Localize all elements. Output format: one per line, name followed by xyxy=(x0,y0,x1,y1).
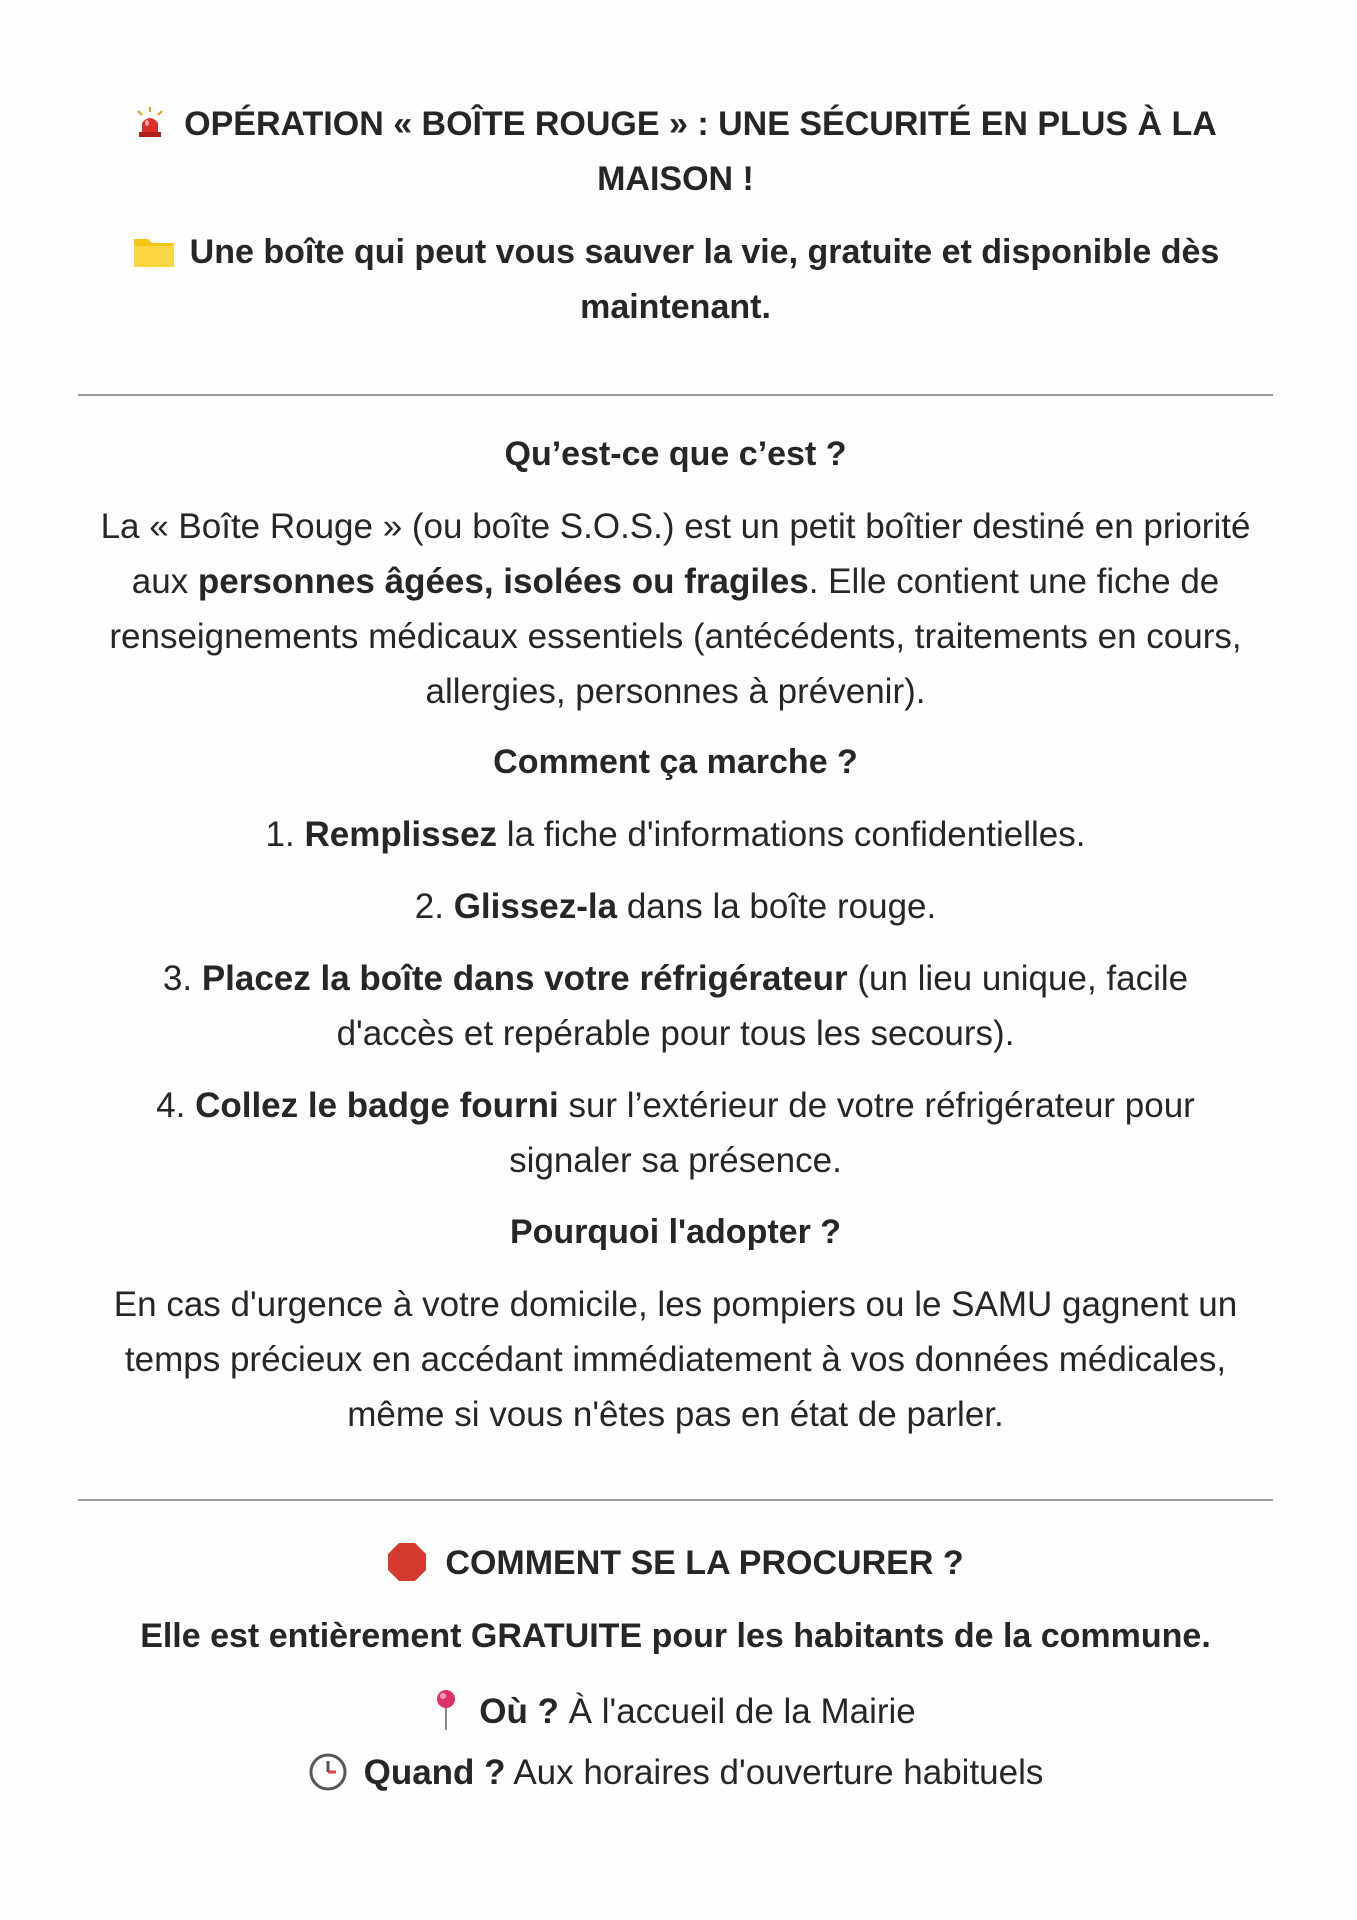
divider xyxy=(78,1499,1273,1501)
procure-heading-text: COMMENT SE LA PROCURER ? xyxy=(445,1544,964,1582)
what-paragraph xyxy=(78,499,1273,719)
step-number: 4. xyxy=(156,1086,196,1125)
pushpin-icon xyxy=(435,1689,457,1731)
title-text: OPÉRATION « BOÎTE ROUGE » : UNE SÉCURITÉ EN PLUS À LA MAISON ! xyxy=(184,105,1217,198)
step-item xyxy=(78,879,1273,934)
how-heading: Comment ça marche ? xyxy=(493,743,858,781)
what-text-before: La « Boîte Rouge » (ou boîte S.O.S.) est un petit boîtier destiné en priorité aux xyxy=(100,507,1251,601)
why-heading: Pourquoi l'adopter ? xyxy=(509,1213,842,1251)
why-paragraph: En cas d'urgence à votre domicile, les pompiers ou le SAMU gagnent un temps précieux en accédant immédiatement à vos données médicales, même si vous n'êtes pas en état de parler. xyxy=(113,1285,1238,1434)
folder-icon xyxy=(132,233,176,269)
where-label: Où ? xyxy=(479,1692,559,1731)
step-number: 2. xyxy=(414,887,454,926)
clock-icon xyxy=(308,1752,348,1792)
step-text: dans la boîte rouge. xyxy=(617,887,937,926)
when-line xyxy=(78,1745,1273,1800)
step-number: 1. xyxy=(265,815,305,854)
page-title xyxy=(78,97,1273,207)
step-text: (un lieu unique, facile d'accès et repérable pour tous les secours). xyxy=(336,959,1189,1053)
step-number: 3. xyxy=(162,959,202,998)
what-text-after: . Elle contient une fiche de renseignements médicaux essentiels (antécédents, traitements en cours, allergies, personnes à prévenir). xyxy=(109,562,1242,711)
what-text-bold: personnes âgées, isolées ou fragiles xyxy=(197,562,809,601)
step-bold: Remplissez xyxy=(304,815,498,854)
divider xyxy=(78,394,1273,396)
when-text: Aux horaires d'ouverture habituels xyxy=(505,1753,1044,1792)
step-item xyxy=(78,1078,1273,1188)
free-notice: Elle est entièrement GRATUITE pour les habitants de la commune. xyxy=(140,1617,1211,1655)
step-bold: Collez le badge fourni xyxy=(195,1086,559,1125)
page-subtitle xyxy=(78,225,1273,335)
step-text: sur l’extérieur de votre réfrigérateur pour signaler sa présence. xyxy=(509,1086,1195,1180)
step-text: la fiche d'informations confidentielles. xyxy=(497,815,1086,854)
step-bold: Glissez-la xyxy=(453,887,618,926)
subtitle-text: Une boîte qui peut vous sauver la vie, gratuite et disponible dès maintenant. xyxy=(189,233,1220,326)
when-label: Quand ? xyxy=(363,1753,506,1792)
where-text: À l'accueil de la Mairie xyxy=(558,1692,916,1731)
where-line xyxy=(78,1684,1273,1739)
siren-icon xyxy=(134,107,166,139)
step-item xyxy=(78,951,1273,1061)
stop-sign-icon xyxy=(387,1542,427,1582)
procure-heading xyxy=(78,1536,1273,1591)
step-item xyxy=(78,807,1273,862)
step-bold: Placez la boîte dans votre réfrigérateur xyxy=(201,959,848,998)
what-heading: Qu’est-ce que c’est ? xyxy=(504,435,847,473)
